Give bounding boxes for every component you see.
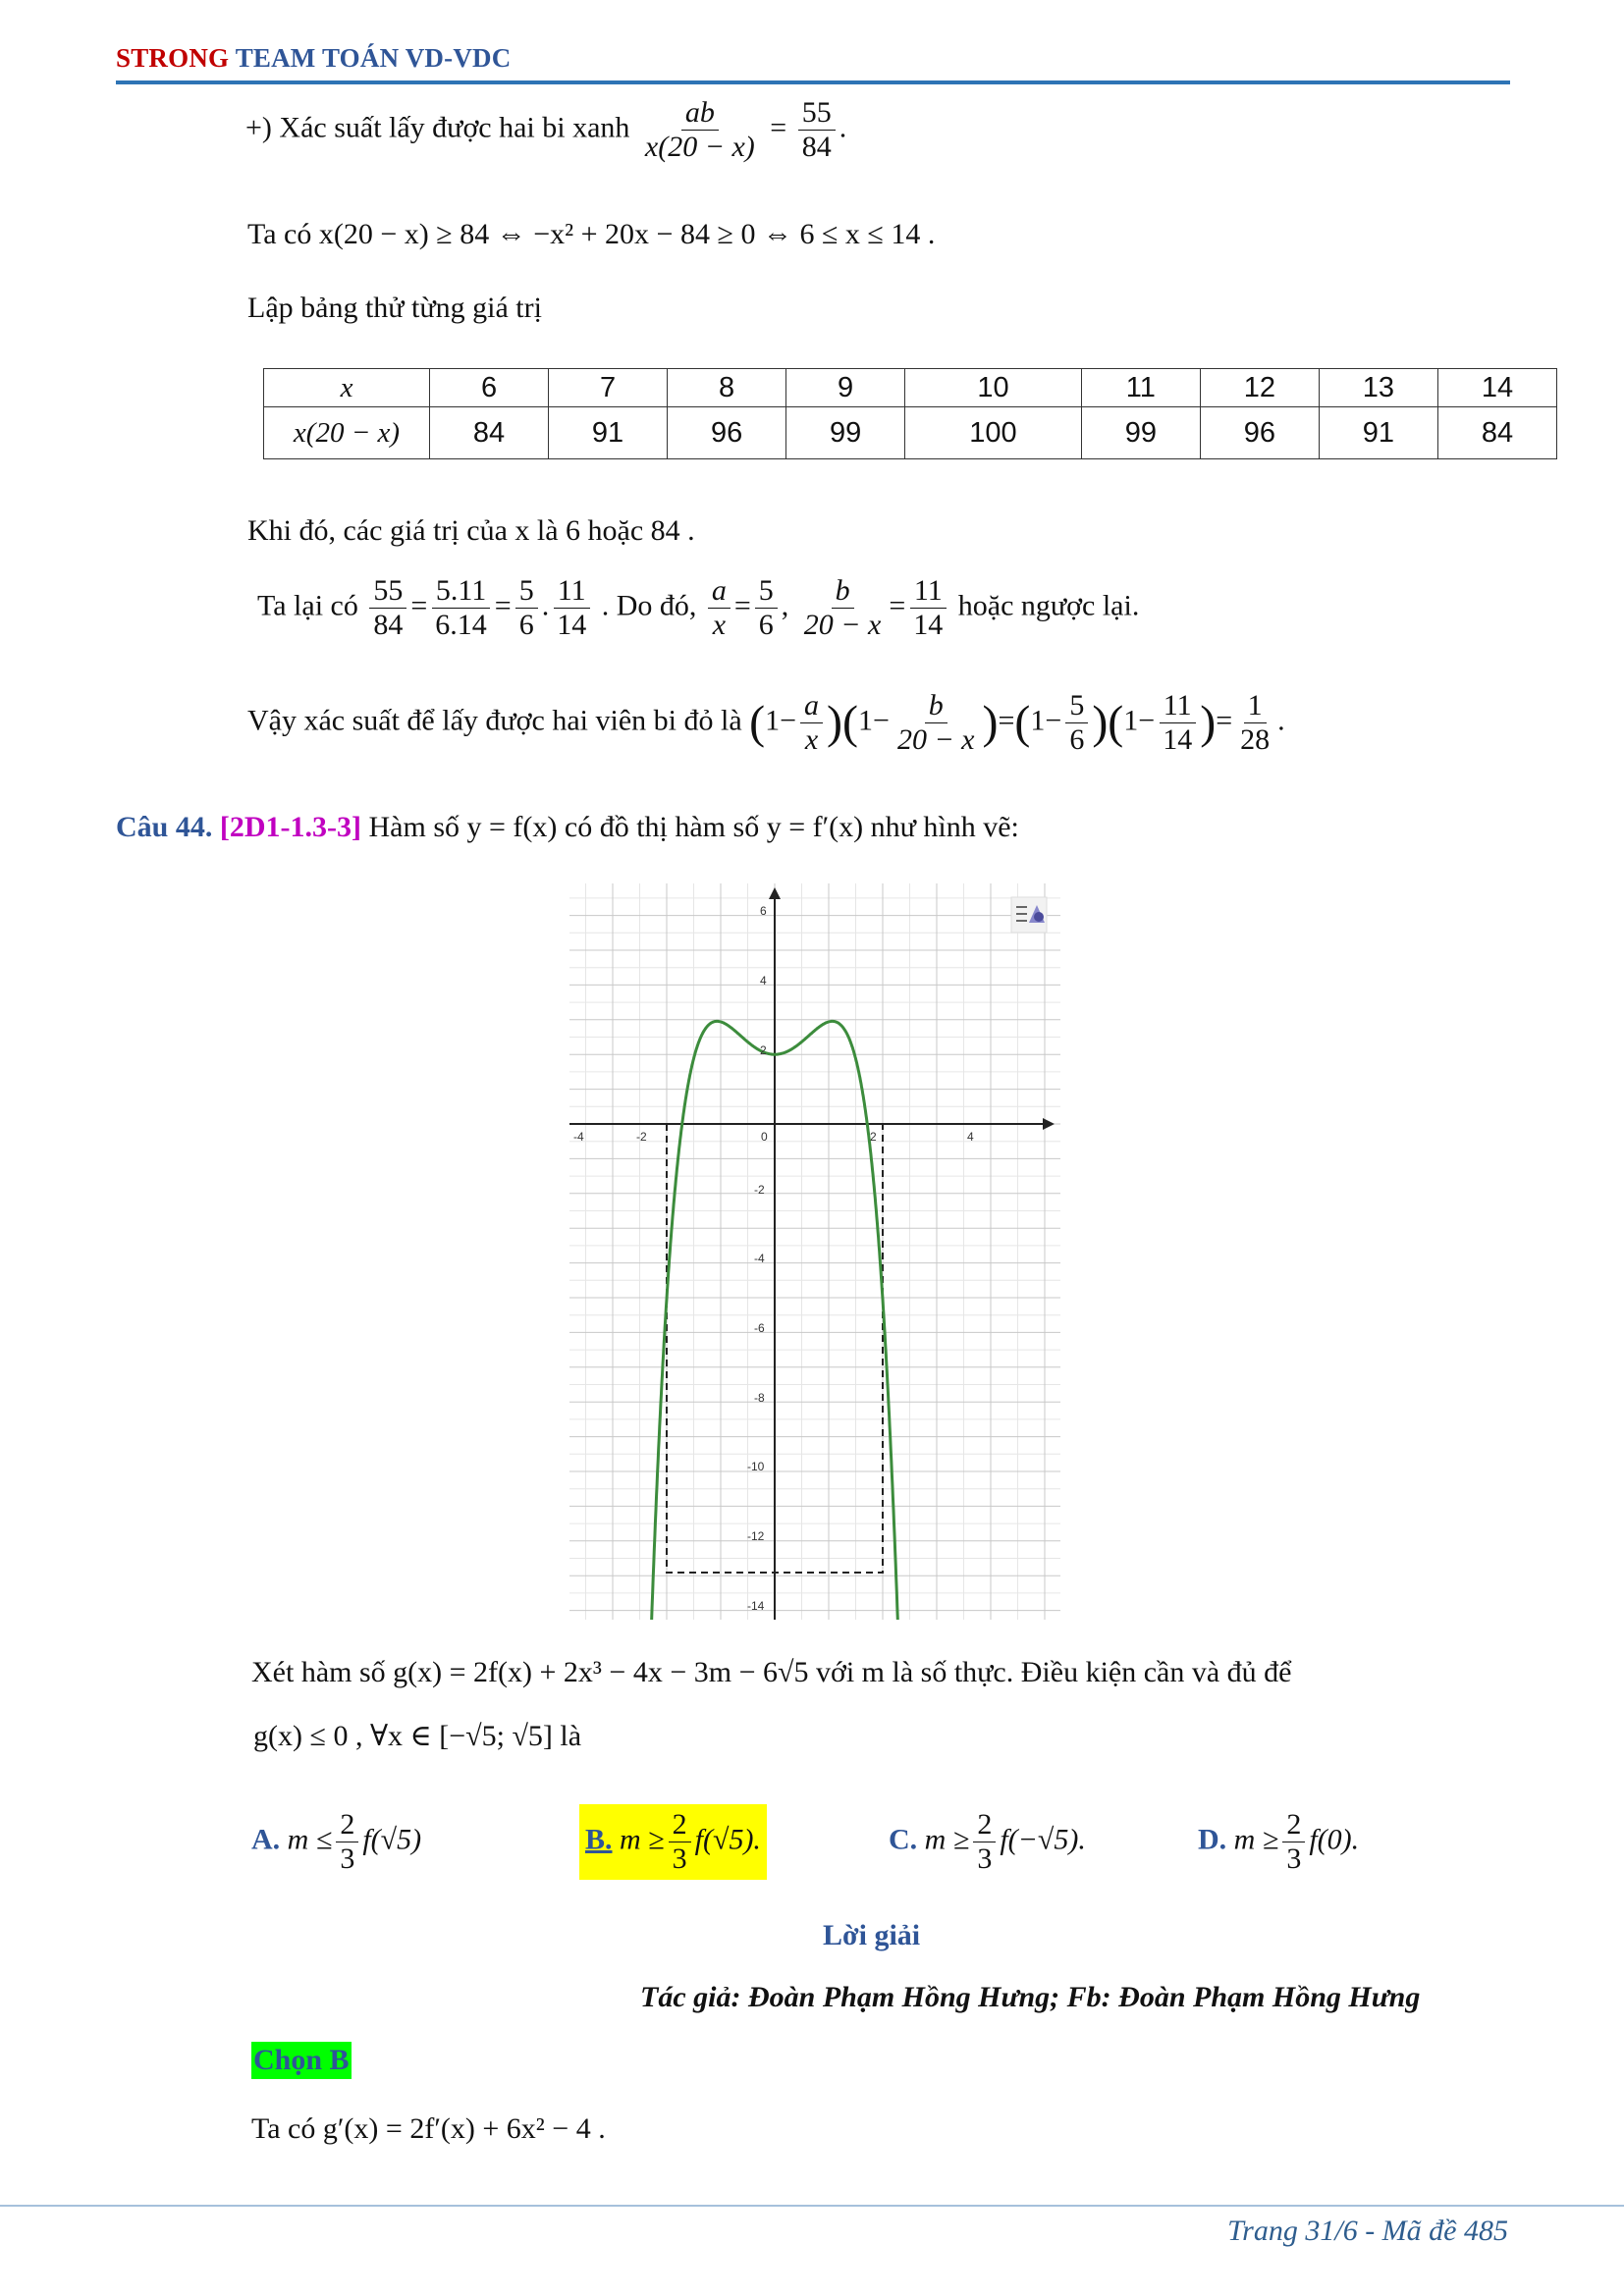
table-cell: 96: [1200, 407, 1319, 459]
graph-style-icon[interactable]: [1011, 897, 1047, 933]
table-cell: 99: [786, 407, 905, 459]
option-a[interactable]: A. m ≤ $\frac{2}{3}$ f(√5): [251, 1808, 422, 1875]
problem-line2: g(x) ≤ 0 , ∀x ∈ [−√5; √5] là: [253, 1720, 582, 1752]
table-cell: 100: [905, 407, 1082, 459]
table-cell: 12: [1200, 369, 1319, 407]
table-cell: 14: [1437, 369, 1556, 407]
table-row: [264, 407, 1557, 459]
page-footer: Trang 31/6 - Mã đề 485: [1227, 2215, 1508, 2247]
header-divider: [116, 80, 1510, 84]
table-row: [264, 369, 1557, 407]
y-tick-label: -10: [747, 1460, 765, 1473]
y-tick-label: -8: [754, 1391, 765, 1405]
y-tick-label: 4: [760, 974, 767, 988]
table-cell: 10: [905, 369, 1082, 407]
line1-prefix: +) Xác suất lấy được hai bi xanh: [245, 111, 630, 144]
author-line: Tác giả: Đoàn Phạm Hồng Hưng; Fb: Đoàn Phạm Hồng Hưng: [640, 1981, 1421, 2013]
derivative-graph: [569, 883, 1060, 1620]
table-cell: 8: [668, 369, 786, 407]
table-cell: 91: [1319, 407, 1437, 459]
x-tick-label: -2: [636, 1130, 647, 1144]
conclusion-x: Khi đó, các giá trị của x là 6 hoặc 84 .: [247, 514, 695, 547]
table-cell: 7: [549, 369, 668, 407]
y-tick-label: -4: [754, 1252, 765, 1265]
table-cell: 96: [668, 407, 786, 459]
x-tick-label: 2: [870, 1130, 877, 1144]
inequality-line: Ta có x(20 − x) ≥ 84 ⇔ −x² + 20x − 84 ≥ 0 ⇔ 6 ≤ x ≤ 14 .: [247, 218, 936, 250]
red-probability: Vậy xác suất để lấy được hai viên bi đỏ là (1− $\frac{a}{x}$ )(1− $\frac{b}{20 - x}$ )=(1− $\frac{5}{6}$ )(1− $\frac{11}{14}$ )= $\frac{1}{28}$ .: [247, 689, 1285, 756]
x-tick-label: 0: [761, 1130, 768, 1144]
choice-badge: Chọn B: [251, 2042, 352, 2079]
x-tick-label: 4: [967, 1130, 974, 1144]
table-cell: 91: [549, 407, 668, 459]
fraction-decomposition: Ta lại có $\frac{55}{84}$ = $\frac{5.11}{6.14}$ = $\frac{5}{6}$ . $\frac{11}{14}$ . Do đó, $\frac{a}{x}$ = $\frac{5}{6}$ , $\frac{b}{20 - x}$ = $\frac{11}{14}$ hoặc ngược lại.: [257, 574, 1140, 641]
fraction-ab: $\frac{ab}{x(20 - x)}$: [644, 96, 755, 163]
question-tag: [2D1-1.3-3]: [219, 811, 361, 843]
table-cell: 13: [1319, 369, 1437, 407]
question-number: Câu 44.: [116, 811, 213, 843]
table-header-x: x: [264, 369, 430, 407]
question-text: Hàm số y = f(x) có đồ thị hàm số y = f′(x) như hình vẽ:: [368, 811, 1019, 843]
x-tick-label: -4: [573, 1130, 584, 1144]
table-cell: 9: [786, 369, 905, 407]
derivative-line: Ta có g′(x) = 2f′(x) + 6x² − 4 .: [251, 2112, 606, 2145]
header-part2: TEAM TOÁN VD-VDC: [235, 43, 512, 73]
table-cell: 84: [430, 407, 549, 459]
table-header-product: x(20 − x): [264, 407, 430, 459]
table-intro: Lập bảng thử từng giá trị: [247, 292, 542, 324]
solution-title: Lời giải: [823, 1919, 921, 1951]
fraction-55-84: $\frac{55}{84}$: [798, 96, 836, 164]
y-tick-label: -12: [747, 1529, 765, 1543]
footer-divider: [0, 2205, 1624, 2207]
table-cell: 84: [1437, 407, 1556, 459]
header-part1: STRONG: [116, 43, 236, 73]
y-tick-label: -2: [754, 1183, 765, 1197]
y-tick-label: -14: [747, 1599, 765, 1613]
y-tick-label: 6: [760, 904, 767, 918]
option-d[interactable]: D. m ≥ $\frac{2}{3}$ f(0).: [1198, 1808, 1360, 1875]
page-header: [116, 43, 511, 74]
question-44: [116, 809, 1019, 846]
option-b[interactable]: B. m ≥ $\frac{2}{3}$ f(√5).: [579, 1804, 767, 1880]
line-blue-probability: +) Xác suất lấy được hai bi xanh $\frac{ab}{x(20 - x)}$ = $\frac{55}{84}$ .: [245, 96, 847, 163]
table-cell: 99: [1081, 407, 1200, 459]
table-cell: 6: [430, 369, 549, 407]
y-tick-label: 2: [760, 1043, 767, 1057]
y-tick-label: -6: [754, 1321, 765, 1335]
problem-line1: Xét hàm số g(x) = 2f(x) + 2x³ − 4x − 3m − 6√5 với m là số thực. Điều kiện cần và đủ để: [251, 1656, 1292, 1688]
option-c[interactable]: C. m ≥ $\frac{2}{3}$ f(−√5).: [889, 1808, 1086, 1875]
values-table: [263, 368, 1557, 459]
table-cell: 11: [1081, 369, 1200, 407]
